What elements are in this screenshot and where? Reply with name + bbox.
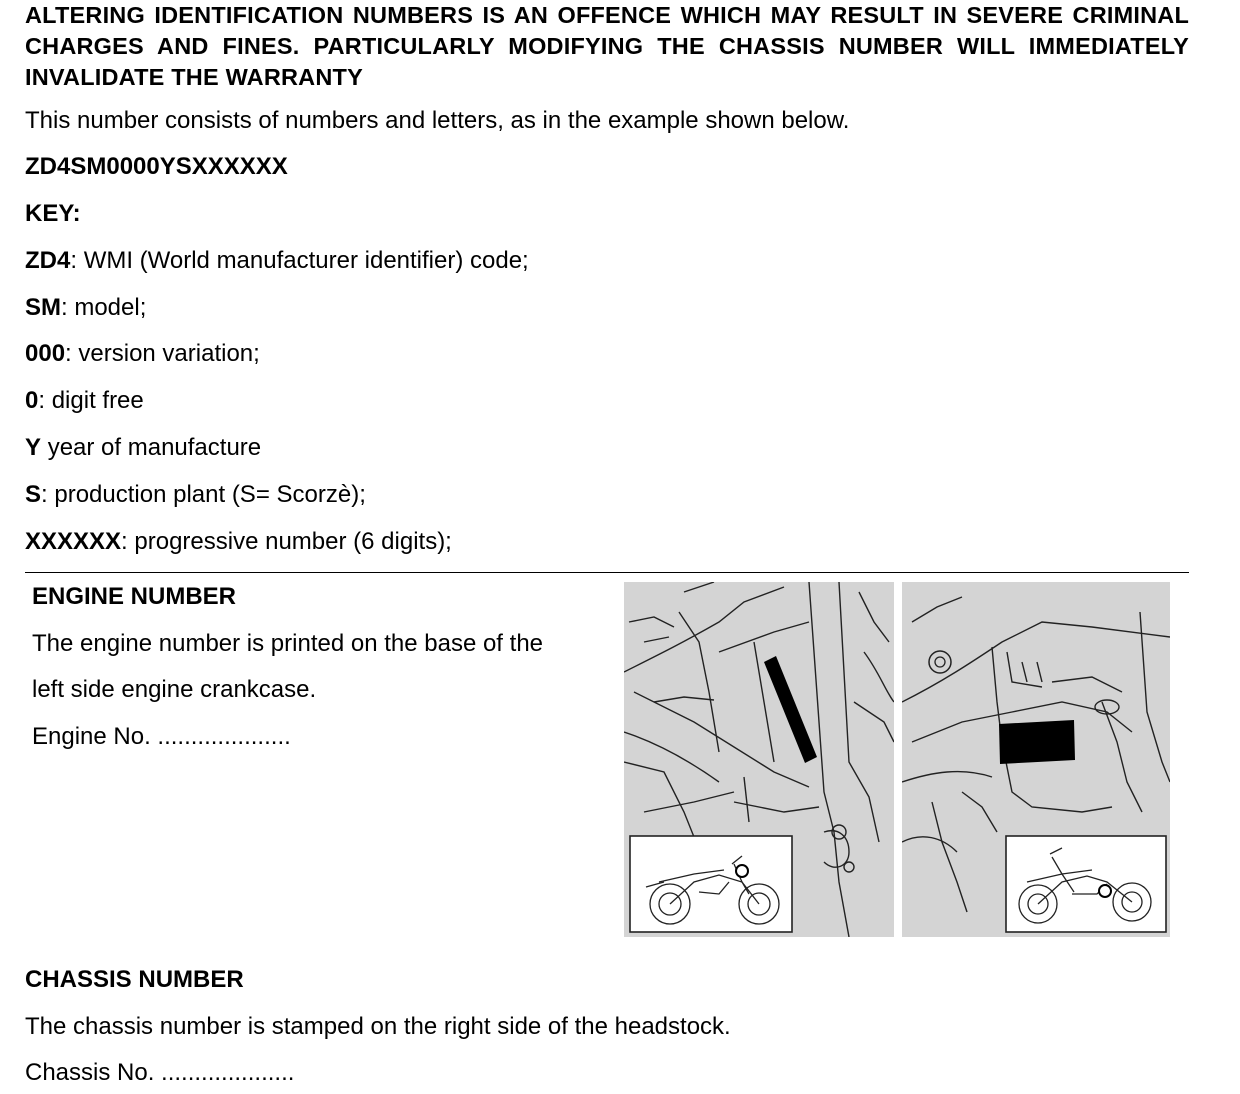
key-code: ZD4 [25, 247, 71, 274]
key-sep: : [38, 387, 52, 414]
engine-text-line1: The engine number is printed on the base of the [32, 630, 544, 657]
key-item-version [25, 339, 260, 369]
key-item-digit-free [25, 386, 144, 416]
key-item-plant [25, 480, 366, 510]
chassis-heading: CHASSIS NUMBER [25, 966, 244, 993]
headstock-figure [902, 582, 1170, 937]
key-sep: : [41, 481, 55, 508]
key-desc: version variation; [78, 340, 260, 367]
chassis-number-field: Chassis No. .................... [25, 1059, 295, 1086]
key-code: 0 [25, 387, 39, 414]
intro-text: This number consists of numbers and letters, as in the example shown below. [25, 107, 850, 134]
key-code: Y [25, 434, 42, 461]
engine-crankcase-illustration-icon [624, 582, 894, 937]
headstock-illustration-icon [902, 582, 1170, 937]
example-code: ZD4SM0000YSXXXXXX [25, 153, 288, 180]
key-desc: model; [74, 294, 147, 321]
warning-text: ALTERING IDENTIFICATION NUMBERS IS AN OFFENCE WHICH MAY RESULT IN SEVERE CRIMINAL CHARGES AND FINES. PARTICULARLY MODIFYING THE CHASSIS NUMBER WILL IMMEDIATELY INVALIDATE THE WARRANTY [25, 2, 1189, 90]
key-item-model [25, 293, 146, 323]
section-divider [25, 572, 1189, 573]
engine-text-line2: left side engine crankcase. [32, 676, 317, 703]
key-item-wmi [25, 246, 529, 276]
key-code: SM [25, 294, 61, 321]
engine-heading: ENGINE NUMBER [32, 583, 237, 610]
key-sep: : [65, 340, 79, 367]
key-sep [41, 434, 48, 461]
chassis-text: The chassis number is stamped on the right side of the headstock. [25, 1013, 731, 1040]
key-sep: : [70, 247, 84, 274]
key-desc: production plant (S= Scorzè); [54, 481, 366, 508]
key-sep: : [61, 294, 75, 321]
key-sep: : [121, 528, 135, 555]
key-code: 000 [25, 340, 66, 367]
key-label: KEY: [25, 200, 81, 227]
engine-number-field: Engine No. .................... [32, 723, 291, 750]
key-desc: digit free [51, 387, 144, 414]
key-desc: progressive number (6 digits); [134, 528, 452, 555]
key-item-year [25, 433, 261, 463]
key-code: S [25, 481, 42, 508]
key-desc: year of manufacture [47, 434, 262, 461]
key-code: XXXXXX [25, 528, 122, 555]
engine-crankcase-figure [624, 582, 894, 937]
key-desc: WMI (World manufacturer identifier) code; [83, 247, 529, 274]
key-item-progressive [25, 527, 452, 557]
